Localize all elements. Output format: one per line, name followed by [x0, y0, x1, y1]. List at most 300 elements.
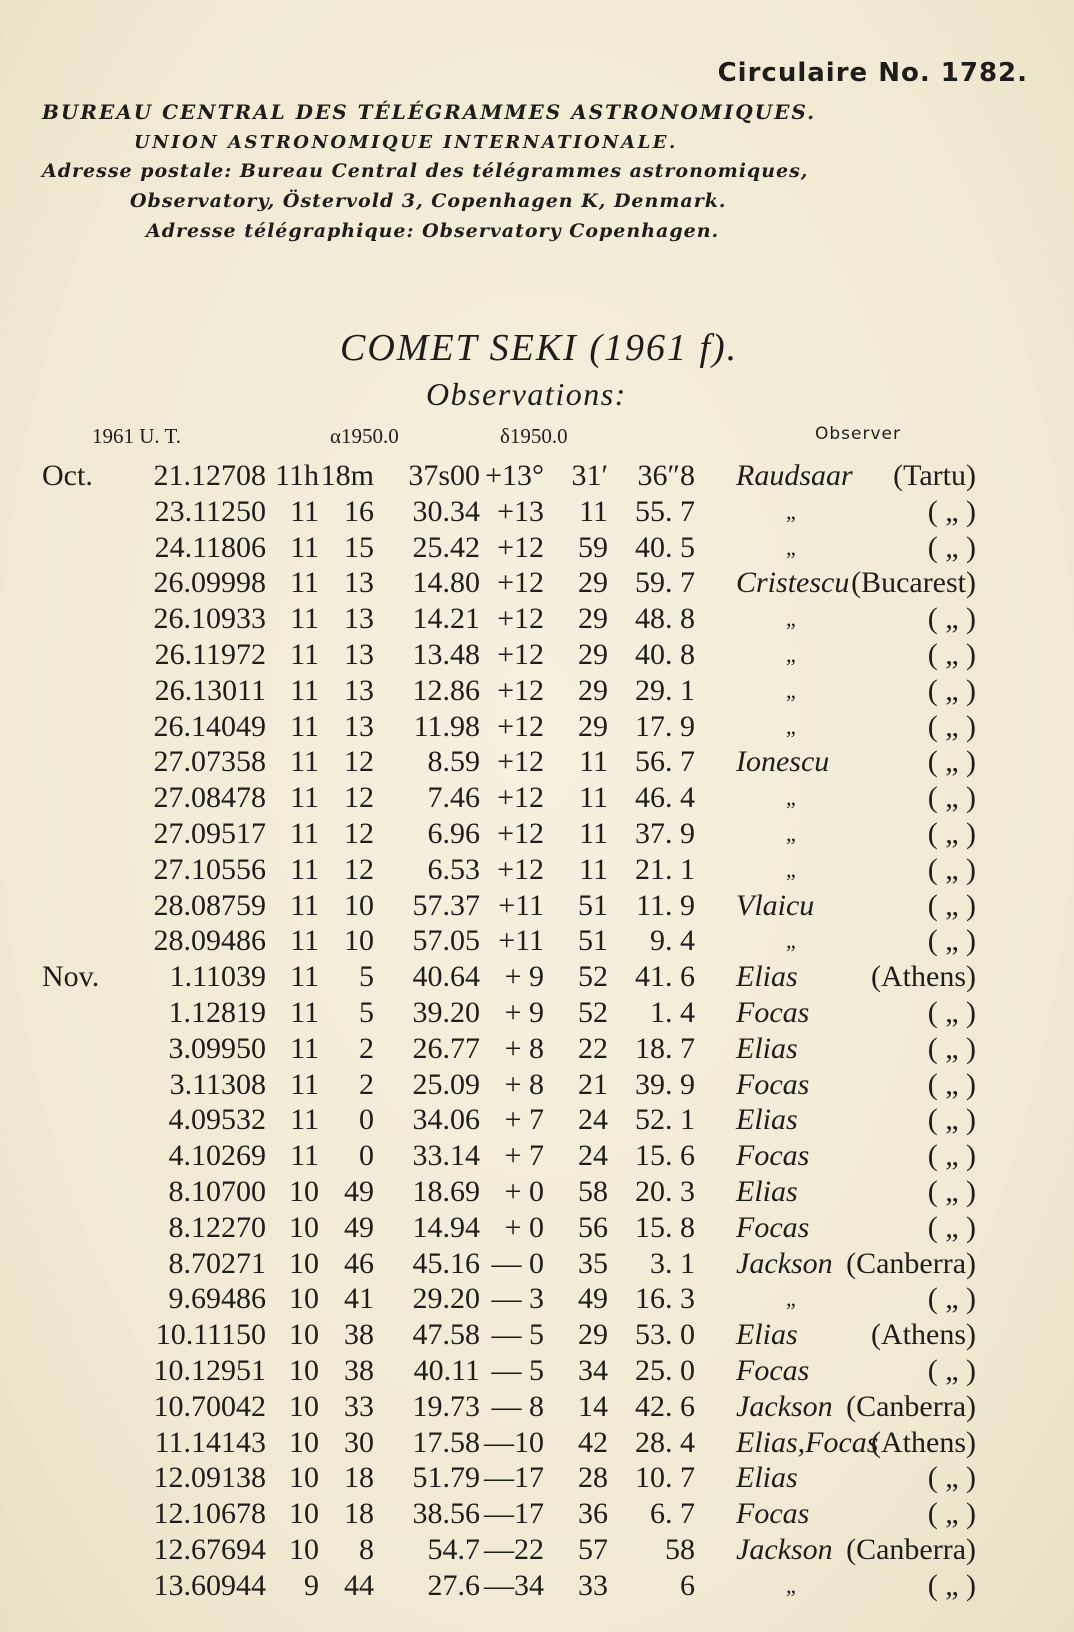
- row-location: ( „ ): [927, 852, 976, 886]
- row-observer: Focas: [736, 1497, 810, 1531]
- row-observer: Focas: [736, 1210, 810, 1244]
- table-row: [0, 959, 1074, 995]
- row-date: 12.67694: [153, 1532, 266, 1566]
- row-date: 26.14049: [153, 709, 266, 743]
- row-ra-seconds: 7.46: [427, 781, 480, 815]
- row-dec-degrees: +12: [497, 566, 544, 600]
- row-date: 12.10678: [153, 1497, 266, 1531]
- row-location: ( „ ): [927, 1031, 976, 1065]
- row-ra-minutes: 38: [344, 1353, 374, 1387]
- table-row: [0, 1568, 1074, 1604]
- row-location: ( „ ): [927, 673, 976, 707]
- row-ra-minutes: 30: [344, 1425, 374, 1459]
- row-ra-hours: 11: [290, 1031, 319, 1065]
- row-ra-seconds: 34.06: [412, 1103, 480, 1137]
- row-ra-minutes: 10: [344, 924, 374, 958]
- row-dec-arcsec: 37. 9: [635, 816, 695, 850]
- row-ra-seconds: 18.69: [412, 1174, 480, 1208]
- row-observer: Elias: [736, 1461, 798, 1495]
- row-ra-minutes: 15: [344, 530, 374, 564]
- row-date: 10.12951: [153, 1353, 266, 1387]
- row-ra-seconds: 33.14: [412, 1139, 480, 1173]
- row-date: 10.70042: [153, 1389, 266, 1423]
- row-ra-hours: 10: [289, 1353, 319, 1387]
- row-date: 23.11250: [154, 494, 266, 528]
- observations-heading: Observations:: [426, 376, 627, 412]
- row-dec-arcsec: 40. 8: [635, 637, 695, 671]
- row-dec-degrees: + 9: [504, 995, 544, 1029]
- row-dec-arcmin: 49: [578, 1282, 608, 1316]
- row-dec-arcmin: 29: [578, 709, 608, 743]
- row-dec-arcmin: 52: [578, 960, 608, 994]
- row-dec-arcsec: 56. 7: [635, 745, 695, 779]
- row-observer: Elias: [736, 1031, 798, 1065]
- row-location: ( „ ): [927, 924, 976, 958]
- circular-number: Circulaire No. 1782.: [717, 58, 1028, 88]
- table-row: [0, 494, 1074, 530]
- row-ra-seconds: 25.42: [412, 530, 480, 564]
- table-row: [0, 1532, 1074, 1568]
- row-dec-arcmin: 21: [578, 1067, 608, 1101]
- row-date: 1.12819: [168, 995, 266, 1029]
- row-dec-arcsec: 15. 8: [635, 1210, 695, 1244]
- row-ra-seconds: 8.59: [427, 745, 480, 779]
- row-date: 13.60944: [153, 1568, 266, 1602]
- row-observer: „: [786, 856, 796, 882]
- row-dec-arcsec: 40. 5: [635, 530, 695, 564]
- row-dec-degrees: —17: [484, 1497, 544, 1531]
- row-observer: Raudsaar: [736, 459, 853, 492]
- row-dec-arcsec: 17. 9: [635, 709, 695, 743]
- table-row: [0, 458, 1074, 494]
- row-observer: Ionescu: [736, 745, 830, 779]
- row-dec-degrees: + 7: [504, 1139, 544, 1173]
- row-ra-minutes: 49: [344, 1210, 374, 1244]
- table-row: [0, 637, 1074, 673]
- row-dec-arcmin: 52: [578, 995, 608, 1029]
- table-row: [0, 852, 1074, 888]
- row-ra-hours: 10: [289, 1318, 319, 1352]
- row-dec-arcsec: 28. 4: [635, 1425, 695, 1459]
- row-dec-arcsec: 20. 3: [635, 1174, 695, 1208]
- row-observer: „: [786, 641, 796, 667]
- row-ra-seconds: 14.94: [412, 1210, 480, 1244]
- row-ra-minutes: 5: [359, 995, 374, 1029]
- row-dec-arcsec: 29. 1: [635, 673, 695, 707]
- row-dec-arcmin: 11: [579, 852, 608, 886]
- table-row: [0, 1031, 1074, 1067]
- row-date: 9.69486: [168, 1282, 266, 1316]
- table-row: [0, 816, 1074, 852]
- row-ra-minutes: 13: [344, 709, 374, 743]
- row-dec-arcsec: 39. 9: [635, 1067, 695, 1101]
- row-observer: Focas: [736, 1353, 810, 1387]
- row-dec-degrees: + 8: [504, 1031, 544, 1065]
- row-location: ( „ ): [927, 637, 976, 671]
- row-ra-hours: 11: [290, 709, 319, 743]
- row-date: 12.09138: [153, 1461, 266, 1495]
- row-dec-arcsec: 16. 3: [635, 1282, 695, 1316]
- row-ra-seconds: 40.11: [413, 1353, 480, 1387]
- row-dec-degrees: —34: [484, 1568, 544, 1602]
- row-ra-minutes: 13: [344, 566, 374, 600]
- row-dec-arcsec: 9. 4: [650, 924, 695, 958]
- row-ra-hours: 9: [304, 1568, 319, 1602]
- row-dec-arcmin: 35: [578, 1246, 608, 1280]
- row-date: 27.07358: [153, 745, 266, 779]
- row-dec-arcmin: 28: [578, 1461, 608, 1495]
- row-location: ( „ ): [927, 816, 976, 850]
- table-row: [0, 1102, 1074, 1138]
- row-dec-degrees: +11: [498, 888, 544, 922]
- row-ra-seconds: 6.96: [427, 816, 480, 850]
- row-date: 27.09517: [153, 816, 266, 850]
- row-dec-arcsec: 42. 6: [635, 1389, 695, 1423]
- row-ra-seconds: 57.05: [412, 924, 480, 958]
- row-ra-minutes: 13: [344, 602, 374, 636]
- row-dec-arcmin: 22: [578, 1031, 608, 1065]
- row-ra-minutes: 18: [344, 1461, 374, 1495]
- row-dec-degrees: +12: [497, 709, 544, 743]
- row-dec-arcsec: 21. 1: [635, 852, 695, 886]
- row-dec-arcsec: 6: [680, 1568, 695, 1602]
- row-dec-arcmin: 51: [578, 924, 608, 958]
- row-ra-minutes: 16: [344, 494, 374, 528]
- row-ra-seconds: 6.53: [427, 852, 480, 886]
- row-ra-hours: 11: [290, 673, 319, 707]
- table-row: [0, 565, 1074, 601]
- row-location: ( „ ): [927, 530, 976, 564]
- row-observer: „: [786, 785, 796, 811]
- row-ra-minutes: 12: [344, 816, 374, 850]
- row-dec-degrees: +12: [497, 781, 544, 815]
- table-row: [0, 1317, 1074, 1353]
- row-dec-degrees: — 3: [491, 1282, 544, 1316]
- row-date: 8.12270: [168, 1210, 266, 1244]
- row-ra-hours: 10: [289, 1389, 319, 1423]
- row-ra-hours: 11: [290, 637, 319, 671]
- row-dec-arcmin: 57: [578, 1532, 608, 1566]
- row-location: ( „ ): [927, 781, 976, 815]
- row-location: ( „ ): [927, 1461, 976, 1495]
- column-header-time: 1961 U. T.: [92, 424, 182, 448]
- row-dec-arcmin: 11: [579, 781, 608, 815]
- row-ra-seconds: 14.21: [412, 602, 480, 636]
- row-location: ( „ ): [927, 1497, 976, 1531]
- row-ra-hours: 11: [290, 995, 319, 1029]
- row-observer: Jackson: [736, 1246, 833, 1280]
- table-row: [0, 923, 1074, 959]
- row-observer: Elias: [736, 1103, 798, 1137]
- row-date: 4.10269: [168, 1139, 266, 1173]
- row-ra-minutes: 13: [344, 673, 374, 707]
- row-ra-minutes: 49: [344, 1174, 374, 1208]
- row-ra-minutes: 5: [359, 960, 374, 994]
- row-location: ( „ ): [927, 1067, 976, 1101]
- row-ra-seconds: 26.77: [412, 1031, 480, 1065]
- postal-address-line-2: Observatory, Östervold 3, Copenhagen K, Denmark.: [130, 190, 727, 212]
- row-ra-hours: 10: [289, 1532, 319, 1566]
- row-dec-degrees: +12: [497, 530, 544, 564]
- row-observer: „: [786, 713, 796, 739]
- row-date: 21.12708: [153, 459, 266, 492]
- row-ra-hours: 11: [290, 960, 319, 994]
- row-ra-seconds: 12.86: [412, 673, 480, 707]
- row-dec-arcsec: 48. 8: [635, 602, 695, 636]
- row-dec-arcsec: 15. 6: [635, 1139, 695, 1173]
- row-dec-degrees: +12: [497, 637, 544, 671]
- table-row: [0, 1460, 1074, 1496]
- row-observer: „: [786, 498, 796, 524]
- row-dec-degrees: +12: [497, 673, 544, 707]
- row-date: 26.13011: [154, 673, 266, 707]
- telegraph-address: Adresse télégraphique: Observatory Copenhagen.: [146, 220, 720, 242]
- row-date: 24.11806: [154, 530, 266, 564]
- row-location: (Canberra): [846, 1532, 976, 1566]
- row-dec-arcmin: 11: [579, 816, 608, 850]
- table-row: [0, 530, 1074, 566]
- row-location: ( „ ): [927, 1282, 976, 1316]
- row-dec-arcsec: 3. 1: [650, 1246, 695, 1280]
- row-ra-minutes: 38: [344, 1318, 374, 1352]
- row-dec-degrees: +12: [497, 745, 544, 779]
- row-dec-arcsec: 55. 7: [635, 494, 695, 528]
- union-title: UNION ASTRONOMIQUE INTERNATIONALE.: [134, 132, 678, 153]
- row-observer: „: [786, 606, 796, 632]
- row-dec-arcmin: 29: [578, 1318, 608, 1352]
- row-ra-seconds: 54.7: [427, 1532, 480, 1566]
- table-row: [0, 1138, 1074, 1174]
- row-location: (Athens): [871, 1425, 976, 1459]
- row-dec-arcsec: 36″8: [637, 459, 695, 492]
- row-ra-minutes: 12: [344, 781, 374, 815]
- row-dec-degrees: — 0: [491, 1246, 544, 1280]
- row-location: ( „ ): [927, 1353, 976, 1387]
- row-date: 8.10700: [168, 1174, 266, 1208]
- row-ra-minutes: 44: [344, 1568, 374, 1602]
- row-location: ( „ ): [927, 602, 976, 636]
- row-ra-hours: 11: [290, 530, 319, 564]
- table-row: [0, 601, 1074, 637]
- row-ra-minutes: 41: [344, 1282, 374, 1316]
- row-ra-seconds: 27.6: [427, 1568, 480, 1602]
- row-ra-seconds: 47.58: [412, 1318, 480, 1352]
- row-ra-hours: 10: [289, 1461, 319, 1495]
- row-dec-arcsec: 18. 7: [635, 1031, 695, 1065]
- row-location: ( „ ): [927, 1210, 976, 1244]
- row-dec-arcmin: 29: [578, 602, 608, 636]
- row-observer: Focas: [736, 995, 810, 1029]
- row-location: ( „ ): [927, 1174, 976, 1208]
- bureau-title: BUREAU CENTRAL DES TÉLÉGRAMMES ASTRONOMIQUES.: [42, 100, 817, 124]
- row-dec-arcmin: 29: [578, 566, 608, 600]
- row-ra-seconds: 51.79: [412, 1461, 480, 1495]
- row-date: 3.11308: [169, 1067, 266, 1101]
- row-ra-minutes: 12: [344, 745, 374, 779]
- row-dec-arcsec: 52. 1: [635, 1103, 695, 1137]
- row-dec-arcmin: 56: [578, 1210, 608, 1244]
- row-observer: „: [786, 1572, 796, 1598]
- row-observer: Focas: [736, 1139, 810, 1173]
- row-ra-seconds: 57.37: [412, 888, 480, 922]
- row-ra-minutes: 10: [344, 888, 374, 922]
- column-header-observer: Observer: [815, 424, 901, 444]
- row-dec-degrees: +13: [497, 494, 544, 528]
- row-ra-minutes: 2: [359, 1067, 374, 1101]
- row-location: (Canberra): [846, 1246, 976, 1280]
- row-dec-arcmin: 59: [578, 530, 608, 564]
- row-month: Nov.: [42, 960, 100, 994]
- row-dec-arcsec: 1. 4: [650, 995, 695, 1029]
- row-ra-minutes: 0: [359, 1139, 374, 1173]
- row-date: 26.09998: [153, 566, 266, 600]
- table-row: [0, 1496, 1074, 1532]
- row-location: (Tartu): [893, 459, 976, 492]
- row-ra-hours: 11: [290, 602, 319, 636]
- row-dec-degrees: +11: [498, 924, 544, 958]
- row-ra-minutes: 33: [344, 1389, 374, 1423]
- row-ra-minutes: 0: [359, 1103, 374, 1137]
- table-row: [0, 744, 1074, 780]
- row-date: 26.11972: [154, 637, 266, 671]
- row-ra-hours: 11: [290, 888, 319, 922]
- row-ra-minutes: 12: [344, 852, 374, 886]
- row-date: 26.10933: [153, 602, 266, 636]
- row-ra-seconds: 37s00: [408, 459, 480, 492]
- row-ra-hours: 11: [290, 852, 319, 886]
- row-dec-arcmin: 36: [578, 1497, 608, 1531]
- row-observer: Jackson: [736, 1389, 833, 1423]
- table-row: [0, 888, 1074, 924]
- row-ra-hours: 11: [290, 745, 319, 779]
- row-ra-minutes: 2: [359, 1031, 374, 1065]
- row-dec-degrees: + 0: [504, 1174, 544, 1208]
- row-dec-arcmin: 51: [578, 888, 608, 922]
- table-row: [0, 995, 1074, 1031]
- row-ra-seconds: 38.56: [412, 1497, 480, 1531]
- row-dec-degrees: —17: [484, 1461, 544, 1495]
- row-dec-arcsec: 41. 6: [635, 960, 695, 994]
- row-dec-arcsec: 25. 0: [635, 1353, 695, 1387]
- row-observer: Jackson: [736, 1532, 833, 1566]
- row-dec-degrees: —10: [484, 1425, 544, 1459]
- row-location: ( „ ): [927, 995, 976, 1029]
- row-observer: „: [786, 1286, 796, 1312]
- column-header-ra: α1950.0: [330, 424, 399, 448]
- row-ra-hours: 11: [290, 816, 319, 850]
- row-ra-hours: 11: [290, 1139, 319, 1173]
- row-location: ( „ ): [927, 745, 976, 779]
- row-dec-degrees: +13°: [485, 459, 544, 492]
- table-row: [0, 1425, 1074, 1461]
- row-ra-hours: 11: [290, 1103, 319, 1137]
- row-dec-arcmin: 31′: [571, 459, 608, 492]
- row-ra-minutes: 46: [344, 1246, 374, 1280]
- row-date: 11.14143: [154, 1425, 266, 1459]
- row-dec-arcsec: 6. 7: [650, 1497, 695, 1531]
- observations-table: [0, 458, 1074, 1604]
- row-ra-minutes: 8: [359, 1532, 374, 1566]
- table-row: [0, 1174, 1074, 1210]
- table-row: [0, 673, 1074, 709]
- row-location: ( „ ): [927, 494, 976, 528]
- row-dec-arcmin: 24: [578, 1139, 608, 1173]
- row-dec-degrees: — 8: [491, 1389, 544, 1423]
- row-ra-minutes: 18: [344, 1497, 374, 1531]
- row-ra-hours: 11: [290, 494, 319, 528]
- row-location: ( „ ): [927, 1139, 976, 1173]
- row-location: ( „ ): [927, 1103, 976, 1137]
- row-dec-arcmin: 11: [579, 745, 608, 779]
- row-location: (Athens): [871, 960, 976, 994]
- row-ra-hours: 11h: [275, 459, 319, 492]
- row-dec-degrees: —22: [484, 1532, 544, 1566]
- row-dec-arcmin: 33: [578, 1568, 608, 1602]
- row-location: ( „ ): [927, 1568, 976, 1602]
- row-dec-arcsec: 10. 7: [635, 1461, 695, 1495]
- row-ra-seconds: 39.20: [412, 995, 480, 1029]
- row-dec-degrees: — 5: [491, 1353, 544, 1387]
- row-date: 27.10556: [153, 852, 266, 886]
- row-month: Oct.: [42, 459, 93, 492]
- table-row: [0, 1389, 1074, 1425]
- row-ra-hours: 11: [290, 566, 319, 600]
- row-date: 3.09950: [168, 1031, 266, 1065]
- table-row: [0, 1281, 1074, 1317]
- row-ra-hours: 11: [290, 924, 319, 958]
- row-location: ( „ ): [927, 888, 976, 922]
- table-row: [0, 709, 1074, 745]
- row-observer: Cristescu: [736, 566, 850, 600]
- row-observer: Elias: [736, 1318, 798, 1352]
- row-ra-seconds: 19.73: [412, 1389, 480, 1423]
- row-dec-arcsec: 58: [665, 1532, 695, 1566]
- row-observer: „: [786, 677, 796, 703]
- row-ra-hours: 10: [289, 1210, 319, 1244]
- row-dec-degrees: + 0: [504, 1210, 544, 1244]
- row-date: 1.11039: [169, 960, 266, 994]
- row-location: ( „ ): [927, 709, 976, 743]
- row-dec-arcmin: 14: [578, 1389, 608, 1423]
- row-ra-hours: 10: [289, 1497, 319, 1531]
- row-ra-seconds: 45.16: [412, 1246, 480, 1280]
- row-date: 27.08478: [153, 781, 266, 815]
- row-ra-seconds: 17.58: [412, 1425, 480, 1459]
- row-ra-hours: 10: [289, 1246, 319, 1280]
- table-row: [0, 1246, 1074, 1282]
- row-observer: „: [786, 820, 796, 846]
- table-row: [0, 1353, 1074, 1389]
- row-observer: Elias: [736, 960, 798, 994]
- row-ra-seconds: 40.64: [412, 960, 480, 994]
- row-date: 28.09486: [153, 924, 266, 958]
- row-dec-degrees: + 7: [504, 1103, 544, 1137]
- table-row: [0, 1067, 1074, 1103]
- row-ra-minutes: 18m: [320, 459, 374, 492]
- row-dec-arcsec: 53. 0: [635, 1318, 695, 1352]
- row-dec-arcmin: 58: [578, 1174, 608, 1208]
- row-location: (Athens): [871, 1318, 976, 1352]
- row-dec-degrees: + 9: [504, 960, 544, 994]
- row-dec-arcmin: 24: [578, 1103, 608, 1137]
- row-observer: Vlaicu: [736, 888, 815, 922]
- comet-title: COMET SEKI (1961 f).: [340, 327, 739, 369]
- row-dec-arcsec: 59. 7: [635, 566, 695, 600]
- row-dec-arcmin: 11: [579, 494, 608, 528]
- row-observer: Focas: [736, 1067, 810, 1101]
- row-ra-seconds: 29.20: [412, 1282, 480, 1316]
- row-dec-degrees: + 8: [504, 1067, 544, 1101]
